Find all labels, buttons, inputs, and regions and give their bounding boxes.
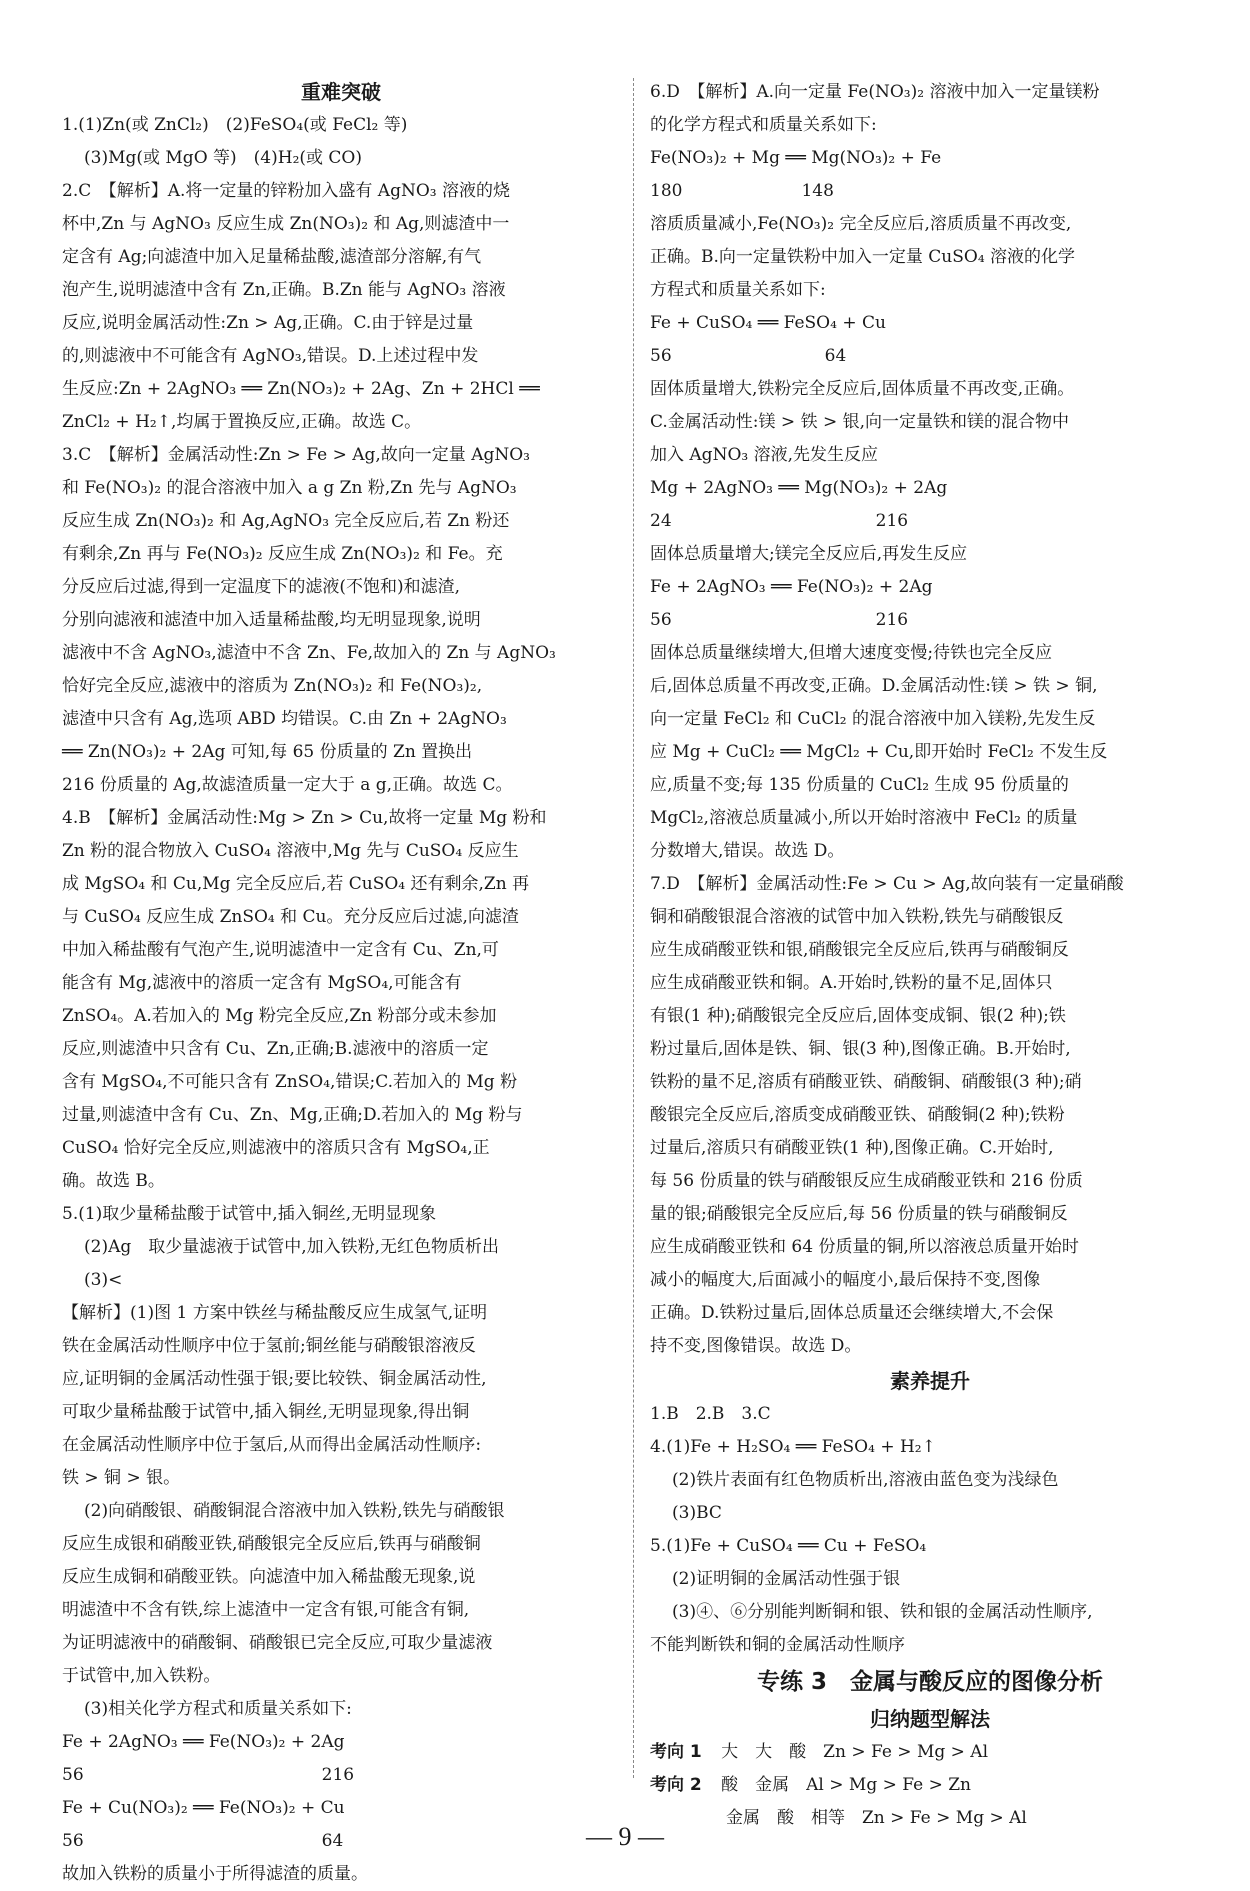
right-column	[650, 76, 1210, 1835]
right-text-line: 7.D 【解析】金属活动性:Fe > Cu > Ag,故向装有一定量硝酸	[650, 874, 1124, 894]
left-text-line: ZnSO₄。A.若加入的 Mg 粉完全反应,Zn 粉部分或未参加	[62, 1006, 497, 1026]
left-text-line: 故加入铁粉的质量小于所得滤渣的质量。	[62, 1864, 368, 1884]
right-text-line: 固体总质量增大;镁完全反应后,再发生反应	[650, 544, 968, 564]
left-text-line: Fe + Cu(NO₃)₂ ══ Fe(NO₃)₂ + Cu	[62, 1798, 345, 1818]
right-answer-lines-b	[650, 1398, 1210, 1662]
right-text-line: 应生成硝酸亚铁和 64 份质量的铜,所以溶液总质量开始时	[650, 1237, 1079, 1257]
suyang-text-line: 4.(1)Fe + H₂SO₄ ══ FeSO₄ + H₂↑	[650, 1437, 936, 1457]
right-text-line: 有银(1 种);硝酸银完全反应后,固体变成铜、银(2 种);铁	[650, 1006, 1066, 1026]
left-text-line: 明滤渣中不含有铁,综上滤渣中一定含有银,可能含有铜,	[62, 1600, 470, 1620]
right-text-line: 方程式和质量关系如下:	[650, 280, 826, 300]
section-heading-zhongnan: 重难突破	[301, 80, 381, 104]
left-text-line: (3)Mg(或 MgO 等) (4)H₂(或 CO)	[84, 148, 363, 168]
suyang-text-line: (3)BC	[672, 1503, 722, 1523]
kaoxiang-2-row	[650, 1769, 1210, 1802]
left-text-line: 4.B 【解析】金属活动性:Mg > Zn > Cu,故将一定量 Mg 粉和	[62, 808, 547, 828]
right-text-line: 正确。D.铁粉过量后,固体总质量还会继续增大,不会保	[650, 1303, 1054, 1323]
left-text-line: (3)<	[84, 1270, 123, 1290]
left-text-line: 反应生成银和硝酸亚铁,硝酸银完全反应后,铁再与硝酸铜	[62, 1534, 481, 1554]
right-text-line: 的化学方程式和质量关系如下:	[650, 115, 877, 135]
left-text-line: 生反应:Zn + 2AgNO₃ ══ Zn(NO₃)₂ + 2Ag、Zn + 2HCl ══	[62, 379, 540, 399]
left-text-line: 过量,则滤渣中含有 Cu、Zn、Mg,正确;D.若加入的 Mg 粉与	[62, 1105, 523, 1125]
right-text-line: 24 216	[650, 511, 909, 531]
section-heading-zhuanlian3: 专练 3 金属与酸反应的图像分析	[756, 1669, 1103, 1695]
right-text-line: 分数增大,错误。故选 D。	[650, 841, 845, 861]
right-text-line: 粉过量后,固体是铁、铜、银(3 种),图像正确。B.开始时,	[650, 1039, 1071, 1059]
right-text-line: C.金属活动性:镁 > 铁 > 银,向一定量铁和镁的混合物中	[650, 412, 1070, 432]
left-text-line: 有剩余,Zn 再与 Fe(NO₃)₂ 反应生成 Zn(NO₃)₂ 和 Fe。充	[62, 544, 503, 564]
right-text-line: Fe + CuSO₄ ══ FeSO₄ + Cu	[650, 313, 886, 333]
right-answer-lines-a	[650, 76, 1210, 1363]
kaoxiang-2-answer: 酸 金属 Al > Mg > Fe > Zn	[721, 1775, 972, 1795]
left-column	[62, 76, 620, 1891]
page-number: — 9 —	[586, 1822, 664, 1851]
left-text-line: 于试管中,加入铁粉。	[62, 1666, 221, 1686]
left-text-line: 5.(1)取少量稀盐酸于试管中,插入铜丝,无明显现象	[62, 1204, 437, 1224]
right-text-line: 应生成硝酸亚铁和铜。A.开始时,铁粉的量不足,固体只	[650, 973, 1053, 993]
suyang-text-line: (3)④、⑥分别能判断铜和银、铁和银的金属活动性顺序,	[672, 1602, 1093, 1622]
right-text-line: 56 64	[650, 346, 847, 366]
suyang-text-line: (2)证明铜的金属活动性强于银	[672, 1569, 901, 1589]
left-text-line: 1.(1)Zn(或 ZnCl₂) (2)FeSO₄(或 FeCl₂ 等)	[62, 115, 408, 135]
right-text-line: 减小的幅度大,后面减小的幅度小,最后保持不变,图像	[650, 1270, 1041, 1290]
right-text-line: 固体质量增大,铁粉完全反应后,固体质量不再改变,正确。	[650, 379, 1075, 399]
right-text-line: 量的银;硝酸银完全反应后,每 56 份质量的铁与硝酸铜反	[650, 1204, 1068, 1224]
left-text-line: 反应,说明金属活动性:Zn > Ag,正确。C.由于锌是过量	[62, 313, 474, 333]
right-text-line: 56 216	[650, 610, 909, 630]
right-text-line: 6.D 【解析】A.向一定量 Fe(NO₃)₂ 溶液中加入一定量镁粉	[650, 82, 1100, 102]
right-text-line: 过量后,溶质只有硝酸亚铁(1 种),图像正确。C.开始时,	[650, 1138, 1054, 1158]
right-text-line: 酸银完全反应后,溶质变成硝酸亚铁、硝酸铜(2 种);铁粉	[650, 1105, 1065, 1125]
suyang-text-line: (2)铁片表面有红色物质析出,溶液由蓝色变为浅绿色	[672, 1470, 1059, 1490]
left-text-line: 为证明滤液中的硝酸铜、硝酸银已完全反应,可取少量滤液	[62, 1633, 493, 1653]
left-text-line: 在金属活动性顺序中位于氢后,从而得出金属活动性顺序:	[62, 1435, 482, 1455]
left-text-line: 成 MgSO₄ 和 Cu,Mg 完全反应后,若 CuSO₄ 还有剩余,Zn 再	[62, 874, 530, 894]
kaoxiang-2-label: 考向 2	[650, 1775, 702, 1795]
column-divider	[633, 78, 634, 1778]
right-text-line: 180 148	[650, 181, 834, 201]
kaoxiang-2-answer-continued: 金属 酸 相等 Zn > Fe > Mg > Al	[726, 1808, 1027, 1828]
left-text-line: 含有 MgSO₄,不可能只含有 ZnSO₄,错误;C.若加入的 Mg 粉	[62, 1072, 518, 1092]
left-text-line: 分别向滤液和滤渣中加入适量稀盐酸,均无明显现象,说明	[62, 610, 481, 630]
left-text-line: 反应生成铜和硝酸亚铁。向滤渣中加入稀盐酸无现象,说	[62, 1567, 476, 1587]
left-text-line: 56 216	[62, 1765, 355, 1785]
left-text-line: 和 Fe(NO₃)₂ 的混合溶液中加入 a g Zn 粉,Zn 先与 AgNO₃	[62, 478, 517, 498]
left-text-line: 可取少量稀盐酸于试管中,插入铜丝,无明显现象,得出铜	[62, 1402, 470, 1422]
left-text-line: 反应生成 Zn(NO₃)₂ 和 Ag,AgNO₃ 完全反应后,若 Zn 粉还	[62, 511, 510, 531]
left-text-line: 能含有 Mg,滤液中的溶质一定含有 MgSO₄,可能含有	[62, 973, 462, 993]
left-text-line: 反应,则滤渣中只含有 Cu、Zn,正确;B.滤液中的溶质一定	[62, 1039, 489, 1059]
right-text-line: 应生成硝酸亚铁和银,硝酸银完全反应后,铁再与硝酸铜反	[650, 940, 1069, 960]
right-text-line: Mg + 2AgNO₃ ══ Mg(NO₃)₂ + 2Ag	[650, 478, 948, 498]
right-text-line: MgCl₂,溶液总质量减小,所以开始时溶液中 FeCl₂ 的质量	[650, 808, 1078, 828]
right-text-line: 每 56 份质量的铁与硝酸银反应生成硝酸亚铁和 216 份质	[650, 1171, 1083, 1191]
left-text-line: 滤渣中只含有 Ag,选项 ABD 均错误。C.由 Zn + 2AgNO₃	[62, 709, 507, 729]
left-text-line: 杯中,Zn 与 AgNO₃ 反应生成 Zn(NO₃)₂ 和 Ag,则滤渣中一	[62, 214, 510, 234]
right-text-line: 铜和硝酸银混合溶液的试管中加入铁粉,铁先与硝酸银反	[650, 907, 1064, 927]
left-text-line: 确。故选 B。	[62, 1171, 165, 1191]
kaoxiang-1-row	[650, 1736, 1210, 1769]
left-text-line: CuSO₄ 恰好完全反应,则滤液中的溶质只含有 MgSO₄,正	[62, 1138, 490, 1158]
section-heading-guina: 归纳题型解法	[870, 1707, 990, 1731]
left-text-line: ══ Zn(NO₃)₂ + 2Ag 可知,每 65 份质量的 Zn 置换出	[62, 742, 473, 762]
left-text-line: 分反应后过滤,得到一定温度下的滤液(不饱和)和滤渣,	[62, 577, 461, 597]
left-text-line: 铁 > 铜 > 银。	[62, 1468, 181, 1488]
left-text-line: 与 CuSO₄ 反应生成 ZnSO₄ 和 Cu。充分反应后过滤,向滤渣	[62, 907, 519, 927]
left-text-line: ZnCl₂ + H₂↑,均属于置换反应,正确。故选 C。	[62, 412, 422, 432]
left-text-line: 2.C 【解析】A.将一定量的锌粉加入盛有 AgNO₃ 溶液的烧	[62, 181, 511, 201]
suyang-text-line: 5.(1)Fe + CuSO₄ ══ Cu + FeSO₄	[650, 1536, 927, 1556]
left-text-line: (3)相关化学方程式和质量关系如下:	[84, 1699, 352, 1719]
left-text-line: Zn 粉的混合物放入 CuSO₄ 溶液中,Mg 先与 CuSO₄ 反应生	[62, 841, 519, 861]
left-text-line: Fe + 2AgNO₃ ══ Fe(NO₃)₂ + 2Ag	[62, 1732, 345, 1752]
left-text-line: 泡产生,说明滤渣中含有 Zn,正确。B.Zn 能与 AgNO₃ 溶液	[62, 280, 506, 300]
left-text-line: 滤液中不含 AgNO₃,滤渣中不含 Zn、Fe,故加入的 Zn 与 AgNO₃	[62, 643, 556, 663]
left-text-line: 【解析】(1)图 1 方案中铁丝与稀盐酸反应生成氢气,证明	[62, 1303, 488, 1323]
right-text-line: 后,固体总质量不再改变,正确。D.金属活动性:镁 > 铁 > 铜,	[650, 676, 1098, 696]
left-text-line: 3.C 【解析】金属活动性:Zn > Fe > Ag,故向一定量 AgNO₃	[62, 445, 530, 465]
left-text-line: 恰好完全反应,滤液中的溶质为 Zn(NO₃)₂ 和 Fe(NO₃)₂,	[62, 676, 483, 696]
kaoxiang-1-label: 考向 1	[650, 1742, 702, 1762]
left-answer-lines	[62, 109, 620, 1891]
right-text-line: 铁粉的量不足,溶质有硝酸亚铁、硝酸铜、硝酸银(3 种);硝	[650, 1072, 1082, 1092]
left-text-line: 56 64	[62, 1831, 344, 1851]
right-text-line: 应 Mg + CuCl₂ ══ MgCl₂ + Cu,即开始时 FeCl₂ 不发生反	[650, 742, 1108, 762]
left-text-line: 应,证明铜的金属活动性强于银;要比较铁、铜金属活动性,	[62, 1369, 487, 1389]
section-heading-suyang: 素养提升	[890, 1369, 970, 1393]
right-text-line: 正确。B.向一定量铁粉中加入一定量 CuSO₄ 溶液的化学	[650, 247, 1076, 267]
left-text-line: 铁在金属活动性顺序中位于氢前;铜丝能与硝酸银溶液反	[62, 1336, 476, 1356]
left-text-line: 216 份质量的 Ag,故滤渣质量一定大于 a g,正确。故选 C。	[62, 775, 513, 795]
right-text-line: Fe + 2AgNO₃ ══ Fe(NO₃)₂ + 2Ag	[650, 577, 933, 597]
suyang-text-line: 1.B 2.B 3.C	[650, 1404, 771, 1424]
kaoxiang-1-answer: 大 大 酸 Zn > Fe > Mg > Al	[721, 1742, 989, 1762]
right-text-line: 溶质质量减小,Fe(NO₃)₂ 完全反应后,溶质质量不再改变,	[650, 214, 1072, 234]
right-text-line: Fe(NO₃)₂ + Mg ══ Mg(NO₃)₂ + Fe	[650, 148, 942, 168]
right-text-line: 应,质量不变;每 135 份质量的 CuCl₂ 生成 95 份质量的	[650, 775, 1069, 795]
suyang-text-line: 不能判断铁和铜的金属活动性顺序	[650, 1635, 905, 1655]
left-text-line: 定含有 Ag;向滤渣中加入足量稀盐酸,滤渣部分溶解,有气	[62, 247, 482, 267]
left-text-line: 中加入稀盐酸有气泡产生,说明滤渣中一定含有 Cu、Zn,可	[62, 940, 499, 960]
right-text-line: 固体总质量继续增大,但增大速度变慢;待铁也完全反应	[650, 643, 1053, 663]
right-text-line: 向一定量 FeCl₂ 和 CuCl₂ 的混合溶液中加入镁粉,先发生反	[650, 709, 1096, 729]
left-text-line: (2)向硝酸银、硝酸铜混合溶液中加入铁粉,铁先与硝酸银	[84, 1501, 505, 1521]
right-text-line: 加入 AgNO₃ 溶液,先发生反应	[650, 445, 878, 465]
left-text-line: 的,则滤液中不可能含有 AgNO₃,错误。D.上述过程中发	[62, 346, 479, 366]
left-text-line: (2)Ag 取少量滤液于试管中,加入铁粉,无红色物质析出	[84, 1237, 500, 1257]
right-text-line: 持不变,图像错误。故选 D。	[650, 1336, 862, 1356]
